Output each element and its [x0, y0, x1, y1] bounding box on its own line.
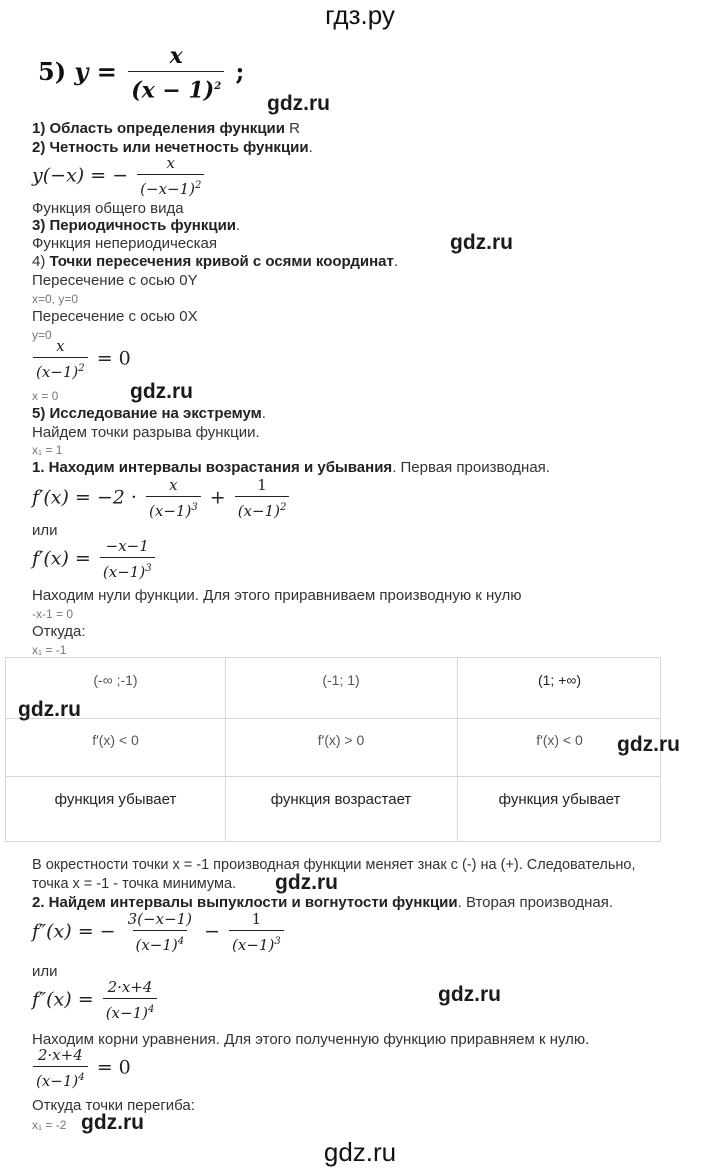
eq-fpp2-den-exp: 4	[147, 1004, 155, 1015]
eq-fpp1-num2: 1	[251, 910, 262, 928]
zero-equation: -x-1 = 0	[32, 607, 74, 621]
eq-fp2-den	[100, 557, 155, 581]
section-domain-label: 1) Область определения функции	[32, 120, 285, 137]
eq-fpp2-den-base: (x−1)	[105, 1004, 148, 1022]
eq-fp1-fraction-1	[146, 477, 201, 520]
eq-fpp1-lhs: f″(x) = −	[32, 920, 116, 943]
eq-fp1-den1-exp: 3	[191, 502, 198, 513]
conclusion-line-1: В окрестности точки x = -1 производная функции меняет знак с (-) на (+). Следовательно,	[32, 857, 636, 873]
task-lhs: y =	[74, 57, 117, 87]
eq-parity-fraction	[137, 155, 204, 198]
eq-parity-den-exp: 2	[195, 180, 202, 191]
eq-root	[30, 1047, 131, 1090]
task-den-base: (x − 1)	[131, 77, 215, 104]
section-extremum	[32, 405, 266, 422]
eq-fpp1-den1-base: (x−1)	[135, 936, 178, 954]
site-title-bottom: gdz.ru	[323, 1137, 397, 1167]
watermark-6: gdz.ru	[275, 871, 338, 894]
section-intersections-prefix: 4)	[32, 253, 46, 270]
eq-fp2-num: −x−1	[105, 537, 149, 555]
or-2: или	[32, 963, 58, 980]
zeros-text: Находим нули функции. Для этого приравниваем производную к нулю	[32, 587, 522, 604]
eq-ox-den	[33, 357, 88, 381]
section-period	[32, 217, 240, 234]
roots-text: Находим корни уравнения. Для этого полученную функцию приравняем к нулю.	[32, 1031, 590, 1048]
x1-break: x₁ = 1	[32, 443, 63, 457]
step1-heading	[32, 459, 550, 476]
eq-fpp1-num1: 3(−x−1)	[127, 910, 193, 928]
table-divider	[6, 776, 660, 777]
eq-fp1-den2-base: (x−1)	[237, 502, 280, 520]
section-parity-dot: .	[308, 139, 313, 156]
eq-root-rhs: = 0	[96, 1056, 131, 1079]
breaks-text: Найдем точки разрыва функции.	[32, 424, 260, 441]
eq-fpp1-fraction-1	[125, 911, 195, 954]
eq-fp2-fraction	[100, 538, 155, 581]
eq-fp1-plus: +	[209, 486, 226, 509]
section-intersections-label: Точки пересечения кривой с осями координат	[49, 253, 394, 270]
eq-parity	[32, 155, 207, 198]
or-1: или	[32, 522, 58, 539]
eq-fpp1-den2	[229, 930, 284, 954]
eq-fpp1-fraction-2	[229, 911, 284, 954]
eq-fp2-den-base: (x−1)	[102, 563, 146, 581]
eq-root-den	[33, 1066, 88, 1090]
step1-rest: . Первая производная.	[392, 459, 550, 476]
step2-rest: . Вторая производная.	[457, 894, 614, 911]
watermark-1: gdz.ru	[267, 92, 330, 115]
eq-first-derivative-simplified	[32, 538, 158, 581]
eq-fp1-den1	[146, 496, 201, 520]
eq-root-den-exp: 4	[78, 1072, 85, 1083]
step2-label: 2. Найдем интервалы выпуклости и вогнутости функции	[32, 894, 458, 911]
eq-ox-den-exp: 2	[78, 363, 85, 374]
eq-fp1-num1: x	[169, 476, 178, 494]
section-period-dot: .	[236, 217, 241, 234]
eq-fp1-den1-base: (x−1)	[149, 502, 192, 520]
parity-result: Функция общего вида	[32, 200, 184, 217]
step1-label: 1. Находим интервалы возрастания и убывания	[32, 459, 393, 476]
eq-ox-num: x	[56, 337, 65, 355]
eq-fp2-den-exp: 3	[145, 563, 152, 574]
eq-fpp1-den1-exp: 4	[177, 936, 185, 947]
eq-fpp1-den2-exp: 3	[274, 936, 281, 947]
eq-fpp2-lhs: f″(x) =	[32, 988, 94, 1011]
eq-second-derivative	[32, 911, 287, 954]
eq-first-derivative	[32, 477, 292, 520]
watermark-3: gdz.ru	[130, 380, 193, 403]
eq-fpp2-fraction	[103, 979, 158, 1022]
section-domain-value: R	[289, 120, 300, 137]
site-title-top: гдз.ру	[325, 0, 395, 30]
interval-cell-3: (1; +∞)	[537, 672, 582, 688]
eq-root-num: 2·x+4	[37, 1046, 83, 1064]
whence-1: Откуда:	[32, 623, 86, 640]
behavior-cell-1: функция убывает	[54, 791, 177, 808]
table-divider	[6, 718, 660, 719]
ox-x: x = 0	[32, 389, 59, 403]
eq-ox-den-base: (x−1)	[36, 363, 79, 381]
x1-min: x₁ = -1	[32, 643, 67, 657]
watermark-8: gdz.ru	[81, 1111, 144, 1134]
eq-second-derivative-simplified	[32, 979, 160, 1022]
eq-ox	[30, 338, 131, 381]
task-formula	[38, 44, 244, 103]
period-result: Функция непериодическая	[32, 235, 217, 252]
task-number: 5)	[38, 57, 67, 87]
sign-cell-2: f′(x) > 0	[317, 732, 365, 748]
sign-cell-3: f′(x) < 0	[536, 732, 583, 748]
behavior-cell-3: функция убывает	[498, 791, 621, 808]
interval-cell-1: (-∞ ;-1)	[93, 672, 138, 688]
behavior-cell-2: функция возрастает	[270, 791, 412, 808]
step2-heading	[32, 894, 613, 911]
inflection-text: Откуда точки перегиба:	[32, 1097, 195, 1114]
watermark-2: gdz.ru	[450, 231, 513, 254]
eq-ox-fraction	[33, 338, 88, 381]
interval-cell-2: (-1; 1)	[322, 672, 360, 688]
eq-ox-rhs: = 0	[96, 347, 131, 370]
oy-label: Пересечение с осью 0Y	[32, 272, 198, 289]
section-domain	[32, 120, 300, 137]
eq-parity-den-base: (−x−1)	[140, 180, 196, 198]
section-intersections	[32, 253, 398, 270]
eq-root-fraction	[33, 1047, 88, 1090]
eq-root-den-base: (x−1)	[36, 1072, 79, 1090]
sign-cell-1: f′(x) < 0	[92, 732, 139, 748]
watermark-4: gdz.ru	[18, 698, 81, 721]
eq-parity-num: x	[166, 154, 176, 172]
task-fraction	[128, 44, 224, 103]
watermark-5: gdz.ru	[617, 733, 680, 756]
eq-fpp1-minus: −	[204, 920, 220, 943]
eq-fp2-lhs: f′(x) =	[32, 547, 91, 570]
oy-values: x=0, y=0	[32, 292, 79, 306]
eq-fp1-num2: 1	[257, 476, 267, 494]
section-period-label: 3) Периодичность функции	[32, 217, 237, 234]
task-den-exp: 2	[214, 81, 222, 92]
eq-fpp2-den	[103, 998, 158, 1022]
eq-fp1-fraction-2	[235, 477, 290, 520]
section-extremum-dot: .	[261, 405, 266, 422]
x1-inflection: x₁ = -2	[32, 1118, 67, 1132]
eq-fp1-den2	[235, 496, 290, 520]
eq-fp1-lhs: f′(x) = −2 ·	[32, 486, 137, 509]
section-extremum-label: 5) Исследование на экстремум	[32, 405, 262, 422]
task-numerator: x	[169, 43, 183, 69]
watermark-7: gdz.ru	[438, 983, 501, 1006]
eq-parity-den	[137, 174, 204, 198]
sign-table	[5, 657, 661, 842]
eq-fpp1-den1	[133, 930, 188, 954]
section-parity-label: 2) Четность или нечетность функции	[32, 139, 309, 156]
task-end: ;	[235, 57, 245, 87]
task-denominator	[128, 71, 224, 103]
conclusion-line-2: точка x = -1 - точка минимума.	[32, 876, 237, 892]
eq-fp1-den2-exp: 2	[279, 502, 287, 513]
ox-y: y=0	[32, 328, 52, 342]
ox-label: Пересечение с осью 0X	[32, 308, 198, 325]
eq-parity-lhs: y(−x) = −	[32, 164, 129, 187]
eq-fpp1-den2-base: (x−1)	[232, 936, 275, 954]
section-intersections-dot: .	[393, 253, 399, 270]
eq-fpp2-num: 2·x+4	[107, 978, 153, 996]
